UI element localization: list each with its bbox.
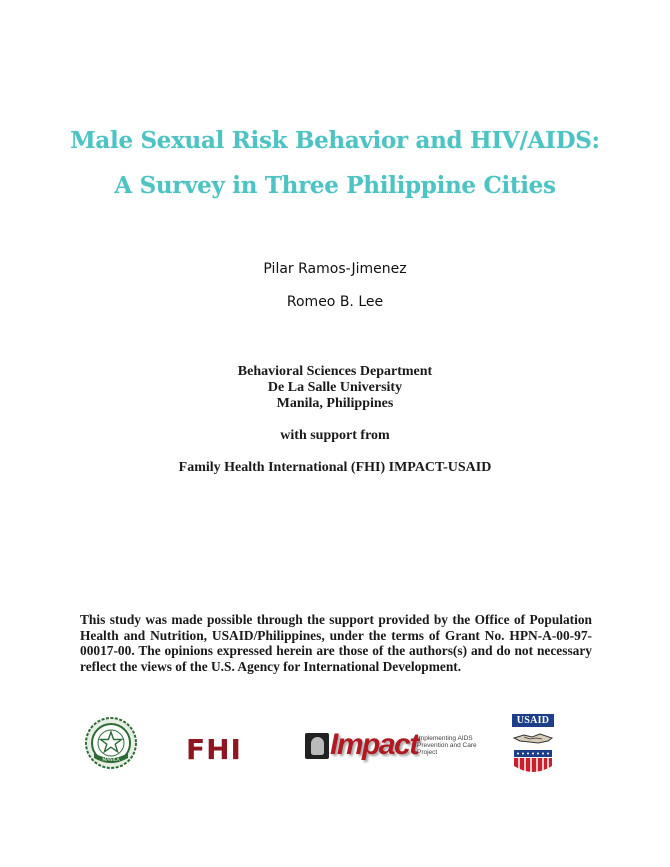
affiliation-department: Behavioral Sciences Department bbox=[237, 364, 433, 379]
funder-line: Family Health International (FHI) IMPACT-USAID bbox=[178, 460, 492, 475]
handshake-icon bbox=[512, 729, 554, 747]
affiliation-location: Manila, Philippines bbox=[276, 396, 394, 411]
usaid-wordmark: USAID bbox=[512, 714, 554, 727]
svg-text:MANILA: MANILA bbox=[102, 758, 120, 763]
title-line-1: Male Sexual Risk Behavior and HIV/AIDS: bbox=[70, 127, 600, 154]
author-1: Pilar Ramos-Jimenez bbox=[263, 261, 407, 277]
seal-icon bbox=[85, 717, 137, 769]
impact-tagline: Implementing AIDS Prevention and Care Project bbox=[417, 735, 477, 756]
affiliation-university: De La Salle University bbox=[267, 380, 403, 395]
impact-logo bbox=[305, 728, 477, 765]
fhi-logo: FHI bbox=[186, 733, 242, 766]
title-line-2: A Survey in Three Philippine Cities bbox=[114, 172, 556, 199]
impact-wordmark: Impact bbox=[330, 728, 418, 761]
logo-strip bbox=[0, 710, 670, 780]
support-label: with support from bbox=[280, 428, 390, 443]
impact-head-icon bbox=[305, 733, 329, 759]
dlsu-seal-logo bbox=[85, 717, 137, 769]
usaid-logo bbox=[512, 714, 554, 774]
disclaimer-paragraph: This study was made possible through the support provided by the Office of Population Health and Nutrition, USAID/Philippines, under the terms of Grant No. HPN-A-00-97-00017-00. The opinions expressed herein are those of the authors(s) and do not necessary reflect the views of the U.S. Agency for International Development. bbox=[80, 612, 592, 674]
flag-shield-icon bbox=[514, 750, 552, 774]
author-2: Romeo B. Lee bbox=[286, 294, 384, 310]
